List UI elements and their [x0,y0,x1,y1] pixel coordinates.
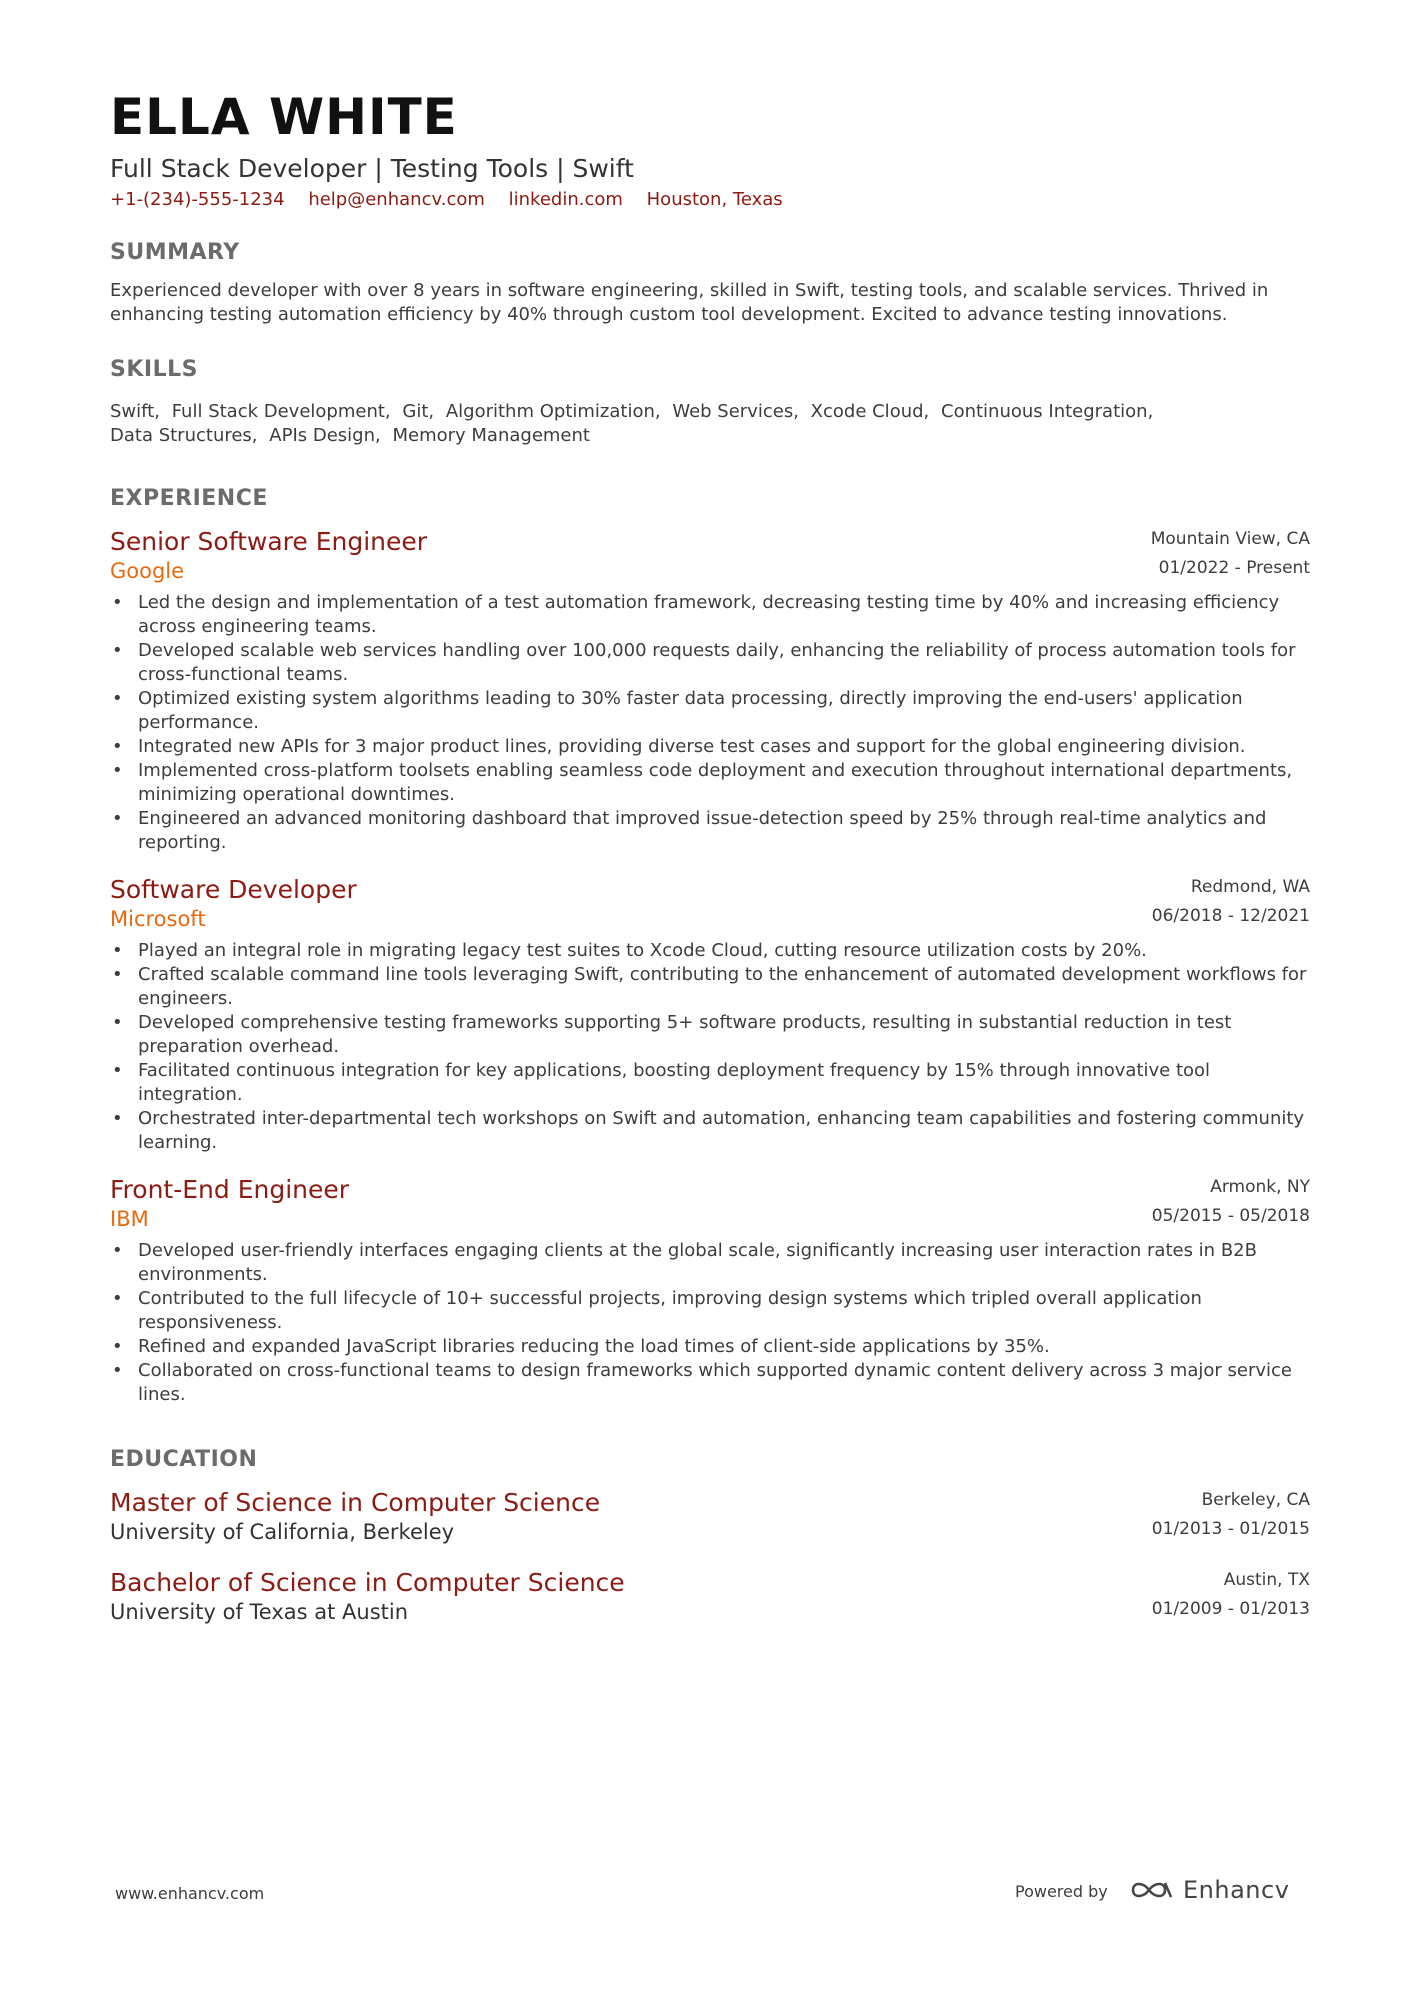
skill-item: Git, [402,401,435,422]
job-dates: 05/2015 - 05/2018 [1151,1206,1310,1226]
skill-item: Memory Management [392,425,590,446]
job-bullet: • Developed user-friendly interfaces engaging clients at the global scale, significantly increasing user interaction rates in B2B environments. [138,1239,1310,1287]
footer [115,1874,1295,1914]
experience-heading: EXPERIENCE [110,486,268,511]
job-bullet: • Refined and expanded JavaScript libraries reducing the load times of client-side applications by 35%. [138,1335,1310,1359]
job-bullet: • Collaborated on cross-functional teams to design frameworks which supported dynamic content delivery across 3 major service lines. [138,1359,1310,1407]
education-school: University of California, Berkeley [110,1520,455,1544]
skills-list [110,400,1170,448]
job-bullet: • Developed scalable web services handling over 100,000 requests daily, enhancing the reliability of process automation tools for cross-functional teams. [138,639,1310,687]
education-dates: 01/2013 - 01/2015 [1151,1519,1310,1539]
education-location: Austin, TX [1223,1570,1310,1590]
resume-page [110,88,1310,1630]
job-bullet: • Integrated new APIs for 3 major product lines, providing diverse test cases and support for the global engineering division. [138,735,1310,759]
job-role: Front-End Engineer [110,1175,350,1204]
summary-heading: SUMMARY [110,240,240,265]
contact-email[interactable]: help@enhancv.com [308,189,485,210]
job-bullet: • Contributed to the full lifecycle of 10+ successful projects, improving design systems which tripled overall application responsiveness. [138,1287,1310,1335]
job-bullet: • Implemented cross-platform toolsets enabling seamless code deployment and execution throughout international departments, minimizing operational downtimes. [138,759,1310,807]
job-bullet: • Facilitated continuous integration for key applications, boosting deployment frequency by 15% through innovative tool integration. [138,1059,1310,1107]
skill-item: Full Stack Development, [171,401,391,422]
contact-location: Houston, Texas [646,189,783,210]
candidate-name: ELLA WHITE [110,88,458,146]
summary-section [110,240,1310,327]
education-dates: 01/2009 - 01/2013 [1151,1599,1310,1619]
job-dates: 01/2022 - Present [1158,558,1310,578]
job-location: Armonk, NY [1210,1177,1310,1197]
contact-phone[interactable]: +1-(234)-555-1234 [110,189,285,210]
job-bullets [110,591,1310,855]
skill-item: Data Structures, [110,425,258,446]
job-bullet: • Orchestrated inter-departmental tech workshops on Swift and automation, enhancing team capabilities and fostering community learning. [138,1107,1310,1155]
brand-name: Enhancv [1183,1876,1290,1904]
summary-text: Experienced developer with over 8 years in software engineering, skilled in Swift, testing tools, and scalable services. Thrived in enhancing testing automation efficiency by 40% through custom tool development. Excited to advance testing innovations. [110,280,1269,325]
education-location: Berkeley, CA [1201,1490,1310,1510]
job-entry [110,527,1310,855]
education-school: University of Texas at Austin [110,1600,409,1624]
education-entry [110,1568,1310,1630]
skills-section [110,357,1310,448]
experience-section [110,486,1310,1407]
enhancv-logo-icon [1129,1877,1175,1903]
job-dates: 06/2018 - 12/2021 [1151,906,1310,926]
job-bullet: • Developed comprehensive testing frameworks supporting 5+ software products, resulting in substantial reduction in test preparation overhead. [138,1011,1310,1059]
brand-link[interactable] [1129,1876,1289,1904]
job-entry [110,875,1310,1155]
skill-item: Continuous Integration, [941,401,1154,422]
education-entry [110,1488,1310,1550]
skill-item: Web Services, [672,401,799,422]
job-bullet: • Led the design and implementation of a test automation framework, decreasing testing time by 40% and increasing efficiency across engineering teams. [138,591,1310,639]
education-section [110,1447,1310,1630]
job-bullet: • Optimized existing system algorithms leading to 30% faster data processing, directly improving the end-users' application performance. [138,687,1310,735]
footer-url[interactable]: www.enhancv.com [115,1884,265,1903]
contact-linkedin[interactable]: linkedin.com [508,189,623,210]
skill-item: Swift, [110,401,160,422]
skill-item: Xcode Cloud, [810,401,930,422]
skill-item: Algorithm Optimization, [445,401,661,422]
job-company: Google [110,559,185,583]
job-location: Mountain View, CA [1150,529,1310,549]
powered-by-label: Powered by [1015,1882,1108,1901]
job-bullets [110,1239,1310,1407]
education-degree: Master of Science in Computer Science [110,1488,601,1517]
job-bullet: • Played an integral role in migrating legacy test suites to Xcode Cloud, cutting resource utilization costs by 20%. [138,939,1310,963]
job-entry [110,1175,1310,1407]
job-company: IBM [110,1207,149,1231]
job-role: Senior Software Engineer [110,527,428,556]
contact-line [110,189,1310,210]
header [110,88,1310,210]
skill-item: APIs Design, [269,425,381,446]
skills-heading: SKILLS [110,357,198,382]
job-bullet: • Engineered an advanced monitoring dashboard that improved issue-detection speed by 25% through real-time analytics and reporting. [138,807,1310,855]
candidate-title: Full Stack Developer | Testing Tools | Swift [110,154,634,183]
job-company: Microsoft [110,907,206,931]
job-bullets [110,939,1310,1155]
job-location: Redmond, WA [1190,877,1310,897]
job-bullet: • Crafted scalable command line tools leveraging Swift, contributing to the enhancement of automated development workflows for engineers. [138,963,1310,1011]
job-role: Software Developer [110,875,357,904]
education-degree: Bachelor of Science in Computer Science [110,1568,625,1597]
education-heading: EDUCATION [110,1447,258,1472]
